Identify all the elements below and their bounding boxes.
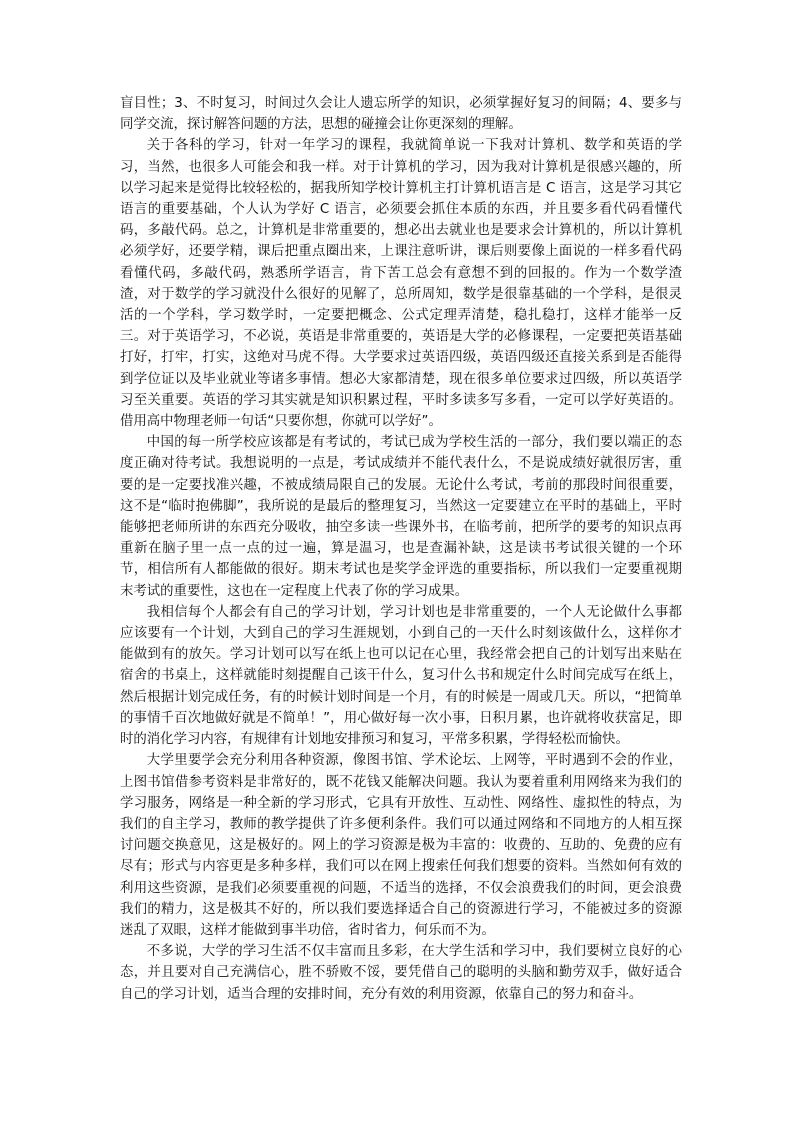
paragraph-study-plan: 我相信每个人都会有自己的学习计划，学习计划也是非常重要的，一个人无论做什么事都应该要有一个计划，大到自己的学习生涯规划，小到自己的一天什么时刻该做什么，这样你才能做到有的放矢。学习计划可以写在纸上也可以记在心里，我经常会把自己的计划写出来贴在宿舍的书桌上，这样就能时刻提醒自己该干什么，复习什么书和规定什么时间完成写在纸上，然后根据计划完成任务，有的时候计划时间是一个月，有的时候是一周或几天。所以，“把简单的事情千百次地做好就是不简单！”，用心做好每一次小事，日积月累，也许就将收获富足，即时的消化学习内容，有规律有计划地安排预习和复习，平常多积累，学得轻松而愉快。 xyxy=(120,604,682,748)
paragraph-resources: 大学里要学会充分利用各种资源，像图书馆、学术论坛、上网等，平时遇到不会的作业，上图书馆借参考资料是非常好的，既不花钱又能解决问题。我认为要着重利用网络来为我们的学习服务，网络是一种全新的学习形式，它具有开放性、互动性、网络性、虚拟性的特点，为我们的自主学习，教师的教学提供了许多便利条件。我们可以通过网络和不同地方的人相互探讨问题交换意见，这是极好的。网上的学习资源是极为丰富的：收费的、互助的、免费的应有尽有；形式与内容更是多种多样，我们可以在网上搜索任何我们想要的资料。当然如何有效的利用这些资源，是我们必须要重视的问题，不适当的选择，不仅会浪费我们的时间，更会浪费我们的精力，这是极其不好的，所以我们要选择适合自己的资源进行学习，不能被过多的资源迷乱了双眼，这样才能做到事半功倍，省时省力，何乐而不为。 xyxy=(120,753,682,938)
paragraph-subject-study: 关于各科的学习，针对一年学习的课程，我就简单说一下我对计算机、数学和英语的学习，当然，也很多人可能会和我一样。对于计算机的学习，因为我对计算机是很感兴趣的，所以学习起来是觉得比较轻松的，据我所知学校计算机主打计算机语言是 C 语言，这是学习其它语言的重要基础，个人认为学好 C 语言，必须要会抓住本质的东西，并且要多看代码看懂代码，多敲代码。总之，计算机是非常重要的，想必出去就业也是要求会计算机的，所以计算机必须学好，还要学精，课后把重点圈出来，上课注意听讲，课后则要像上面说的一样多看代码看懂代码，多敲代码，熟悉所学语言，肯下苦工总会有意想不到的回报的。作为一个数学渣渣，对于数学的学习就没什么很好的见解了，总所周知，数学是很靠基础的一个学科，是很灵活的一个学科，学习数学时，一定要把概念、公式定理弄清楚，稳扎稳打，这样才能举一反三。对于英语学习，不必说，英语是非常重要的，英语是大学的必修课程，一定要把英语基础打好，打牢，打实，这绝对马虎不得。大学要求过英语四级，英语四级还直接关系到是否能得到学位证以及毕业就业等诸多事情。想必大家都清楚，现在很多单位要求过四级，所以英语学习至关重要。英语的学习其实就是知识积累过程，平时多读多写多看，一定可以学好英语的。借用高中物理老师一句话“只要你想，你就可以学好”。 xyxy=(120,138,682,430)
paragraph-exams: 中国的每一所学校应该都是有考试的，考试已成为学校生活的一部分，我们要以端正的态度正确对待考试。我想说明的一点是，考试成绩并不能代表什么，不是说成绩好就很厉害，重要的是一定要找准兴趣，不被成绩局限自己的发展。无论什么考试，考前的那段时间很重要，这不是“临时抱佛脚”，我所说的是最后的整理复习，当然这一定要建立在平时的基础上，平时能够把老师所讲的东西充分吸收，抽空多读一些课外书，在临考前，把所学的要考的知识点再重新在脑子里一点一点的过一遍，算是温习，也是查漏补缺，这是读书考试很关键的一个环节，相信所有人都能做的很好。期末考试也是奖学金评选的重要指标，所以我们一定要重视期末考试的重要性，这也在一定程度上代表了你的学习成果。 xyxy=(120,435,682,599)
paragraph-conclusion: 不多说，大学的学习生活不仅丰富而且多彩，在大学生活和学习中，我们要树立良好的心态，并且要对自己充满信心，胜不骄败不馁，要凭借自己的聪明的头脑和勤劳双手，做好适合自己的学习计划，适当合理的安排时间，充分有效的利用资源，依靠自己的努力和奋斗。 xyxy=(120,944,682,1002)
paragraph-continuation: 盲目性；3、不时复习，时间过久会让人遗忘所学的知识，必须掌握好复习的间隔；4、要多与同学交流，探讨解答问题的方法，思想的碰撞会让你更深刻的理解。 xyxy=(120,96,682,133)
document-body xyxy=(120,93,682,1005)
